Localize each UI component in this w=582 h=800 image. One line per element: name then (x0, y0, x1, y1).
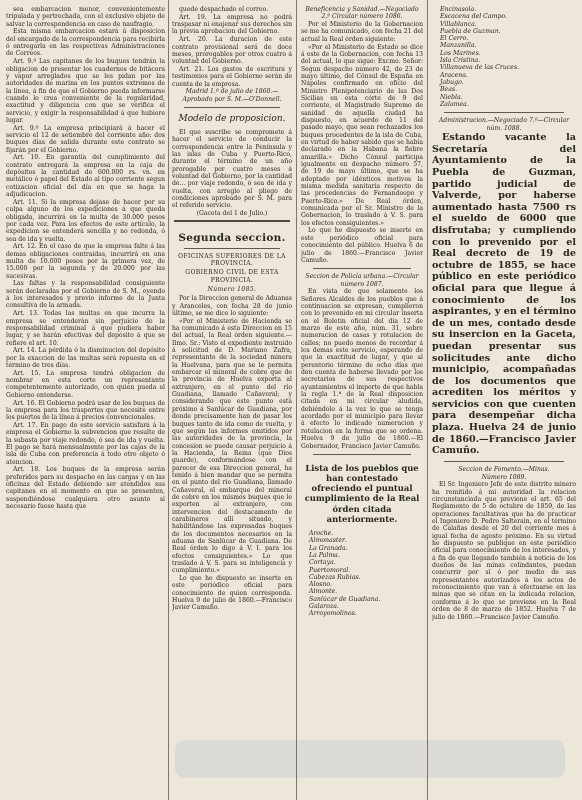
subsection-title: OFICINAS SUPERIORES DE LA PROVINCIA. (178, 252, 286, 267)
police-header: Seccion de Policía urbana.—Circular número 1087. (305, 273, 419, 288)
column-rule (427, 0, 428, 800)
government-line: GOBIERNO CIVIL DE ESTA PROVINCIA. (185, 269, 279, 284)
list-item: Alosno. (309, 581, 332, 589)
list-item: Zalamea. (440, 100, 469, 108)
list-item: Encinasola. (440, 6, 477, 13)
paragraph: sea embarcacion menor, convenientemente tripulada y pertrechada, con el exclusivo objeto de salvar la correspondencia en caso de naufragio. (6, 6, 165, 28)
paragraph: Art. 14. La pérdida ó la disminucion del depósito por la exaccion de las multas será repuesta en el término de tres días. (6, 347, 165, 370)
paragraph: Art. 17. En pago de este servicio satisfará á la empresa el Gobierno la subvencion que resulte de la subasta por viaje redondo, ó sea de ida y vuelta. El pago se hará mensualmente por las cajas de la isla de Cuba con preferencia á todo otro objeto ó atencion. (6, 421, 165, 466)
list-item: Villanueva de las Cruces. (440, 64, 520, 72)
list-item: Galaroza. (309, 603, 339, 611)
list-item: Almonte. (309, 588, 338, 596)
paragraph: Por el Ministerio de la Gobernacion se me ha comunicado, con fecha 21 del actual la Real órden siguiente: (301, 21, 423, 43)
paragraph: En vista de que solamente los Señores Alcaldes de los pueblos que á continuacion se expresan, cumplieron con lo prevenido en mi circular inserta en el Boletin oficial del día 12 de marzo de este año, núm. 31, sobre numeracion de casas y rotulacion de calles; no puedo menos de recordar á los demas este servicio, esperando de que la exactitud de lugar, y que al perentorio término de ocho días que den cuenta de haberse llevado por los secretarios de sus respectivos ayuntamientos el importe de que habla la regla 1.ª de la Real disposicion citada en mi circular aludida, debiéndolo á la vez lo que se tenga acordado por el municipio para llevar á efecto lo indicado numeracion y rotulacion en la forma que se ordena. Huelva 9 de julio de 1860.—El Gobernador, Francisco Javier Camuño. (301, 288, 423, 450)
list-item: Escacena del Campo. (440, 13, 508, 21)
divider (174, 220, 290, 222)
list-item: Arroyomolinos. (309, 610, 357, 618)
paragraph: Art. 20. La duracion de este contrato provisional será de doce meses, prorogables por otros cuatro á voluntad del Gobierno. (172, 36, 292, 66)
paragraph: Art. 12. En el caso de que la empresa falte á las demas obligaciones contraidas, incurrirá en una multa de 10.000 pesos por la primera vez, de 15.000 por la segunda y de 20.000 por las sucesivas. (6, 243, 165, 280)
column-2 (172, 6, 292, 794)
list-item: Aroche. (309, 530, 334, 538)
list-item: Cabezas Rubias. (309, 573, 361, 581)
list-item: Beas. (440, 86, 458, 94)
list-item: Manzanilla. (440, 42, 477, 50)
list-item: Los Marines. (440, 49, 481, 57)
paragraph: Art. 19. La empresa no podrá traspasar ni enajenar sus derechos sin la prévia aprobacion del Gobierno. (172, 13, 292, 36)
paragraph: Lo que he dispuesto se inserte en este periódico oficial para conocimiento del público. Huelva 6 de julio de 1860.—Francisco Javier Camuño. (301, 227, 423, 264)
paragraph: Art. 9.º La empresa principiará á hacer el servicio el 12 de setiembre del corriente año: dos buques días de salida durante este contrato se fijarán por el Gobierno. (6, 124, 165, 154)
paragraph: El Sr. Ingeniero Jefe de este distrito minero ha remitido á mi autoridad la relacion circunstanciada que previene el art. 65 del Reglamento de 5 de octubre de 1859, de las operaciones facultativas que ha de practicar el Ingeniero D. Pedro Salterain, en el término de Calañas desde el 20 del corriente mes á igual fecha de agosto próximo. En su virtud he dispuesto se publique en este periódico oficial para conocimiento de los interesados, y á fin de que llegando también á noticia de los dueños de las minas colindantes, puedan concurrir por sí ó por medio de sus representantes autorizados á los actos de reconocimiento que van á efectuarse en las minas que se citan en la indicada relacion, conforme á lo que se previene en la Real órden de 8 de marzo de 1852. Huelva 7 de julio de 1860.—Francisco Javier Camuño. (432, 481, 576, 621)
library-stamp-watermark (175, 740, 565, 778)
list-item: Puertomoral. (309, 566, 351, 574)
model-title: Modelo de proposicion. (178, 114, 286, 125)
paragraph: Las faltas y la responsabilidad consiguiente serán declaradas por el Gobierno de S. M., oyendo á los interesados y previo informe de la Junta consultiva de la armada. (6, 280, 165, 310)
divider (444, 112, 564, 113)
column-3 (301, 6, 423, 794)
model-text: El que suscribe se compromete á hacer el servicio de conducir la correspondencia entre la Península y las islas de Cuba y Puerto-Rico, durante el término de un año prorogable por cuatro meses á voluntad del Gobierno, por la cantidad de... por viaje redondo, ó sea de ida y vuelta, con arreglo al pliego de condiciones aprobado por S. M. para el referido servicio. (172, 129, 292, 210)
divider (184, 107, 280, 108)
column-4 (432, 6, 576, 794)
paragraph: Art. 15. La empresa tendrá obligacion de nombrar en esta corte un representante competentemente autorizado, con quien pueda el Gobierno entenderse. (6, 369, 165, 399)
paragraph: Art. 16. El Gobierno podrá usar de los buques de la empresa para los trasportes que necesite entre los puertos de la línea á precios convencionales. (6, 399, 165, 422)
document-number: Número 1085. (207, 285, 257, 293)
list-item: Puebla de Guzman. (440, 27, 501, 35)
paragraph: «Por el Ministerio de Hacienda se ha comunicado á esta Direccion en 15 del actual, la Real órden siguiente.— Ilmo. Sr.: Visto el expediente instruido á solicitud de D. Mariano Zafra, representante de la sociedad minera la Huelvana, para que se le permita embarcar el mineral de cobre que de la provincia de Huelva exporta al extranjero, en el punto del río Guadiana, llamado Cañaveral; y considerando que este punto está próximo á Sanlúcar de Guadiana, por donde precisamente han de pasar los buques tanto de ida como de vuelta, y que según las informes emitidos por las autoridades de la provincia, la concesion se puede causar perjuicio á la Hacienda, la Reina (que Dios guarde), conformándose con el parecer de esa Direccion general, ha tenido á bien mandar que se permita en el punto del río Guadiana, llamado Cañaveral, el embarque del mineral de cobre en los mismos buques que le exporten al extranjero, con intervencion del destacamento de carabineros allí situado, y habilitándose las expresadas buques de los documentos necesarios en la aduana de Sanlúcar de Guadiana. De Real órden lo digo á V. I. para los efectos consiguientes.» Lo que traslado á V. S. para su inteligencia y cumplimiento.» (172, 317, 292, 575)
divider (184, 248, 280, 249)
section-title: Segunda seccion. (178, 231, 286, 244)
paragraph: Por la Direccion general de Aduanas y Aranceles, con fecha 28 de junio último, se me dice lo siguiente: (172, 295, 292, 317)
divider (313, 268, 411, 269)
paragraph: quede despachado el correo. (179, 6, 269, 13)
list-item: El Cerro. (440, 35, 469, 43)
list-item: Cortaya. (309, 559, 336, 567)
paragraph: Art. 9.º Las capitanes de los buques tendrán la obligacion de presentar los cuadernos de bitácora y vapor arreglados que se les pidan por las autoridades de marina en los puntos extremos de la línea, á fin de que el Gobierno pueda informarse cuando lo crea conveniente de la regularidad, exactitud y diligencia con que se verifica el servicio, y exigir la responsabilidad á que hubiere lugar. (6, 58, 165, 124)
paragraph: Art. 11. Si la empresa dejase de hacer por su culpa alguno de los expediciones á que queda obligada, incurrirá en la multa de 30.000 pesos por cada vez. Para los efectos de este artículo, la expedicion se entenderá sencilla y no redonda, ó sea de ida y vuelta. (6, 198, 165, 243)
approval-date: Madrid 1.º de julio de 1860.—Aprobado por S. M.—O'Donnell. (182, 88, 282, 103)
paragraph: Art. 10. En garantía del cumplimiento del contrato entregará la empresa en la caja de depósitos la cantidad de 600.000 rs. vn. en metálico ó papel del Estado al tipo corriente segun cotizacion oficial del día en que se haga la adjudicacion. (6, 154, 165, 199)
column-rule (168, 0, 169, 800)
list-item: Almonaster. (309, 537, 347, 545)
list-item: La Granada. (309, 544, 348, 552)
list-item: Niebla. (440, 93, 463, 101)
circular-header: Beneficencia y Sanidad.—Negociado 2.º Circular número 1086. (305, 6, 419, 21)
paragraph: Art. 18. Los buques de la empresa serán preferidos para su despacho en las cargas y en las oficinas del Estado debiendo ser atendidos sus capitanes en el momento en que se presenten, suspendiéndose cualquiera otro asunto si necesario fuese hasta que (6, 466, 165, 511)
places-list (301, 530, 423, 618)
paragraph: Esta misma embarcacion estará á disposicion del encargado de la correspondencia para recibirla ó entregarla en las respectivas Administraciones de Correos. (6, 28, 165, 58)
document-number: Número 1089. (481, 473, 527, 481)
paragraph: Art. 13. Todas las multas en que incurra la empresa se entenderán sin perjuicio de la responsabilidad criminal á que pudiera haber lugar, y se harán efectivas del depósito á que se refiere el art. 10. (6, 310, 165, 347)
list-title: Lista de los pueblos que han contestado ofreciendo el puntual cumplimiento de la Real órden citada anteriormente. (304, 462, 420, 524)
admin-header: Administracion.—Negociado 7.º—Circular núm. 1088. (438, 117, 570, 132)
column-rule (296, 0, 297, 800)
list-item: Villablanca. (440, 20, 477, 28)
paragraph: Lo que he dispuesto se inserte en este periódico oficial para conocimiento de quien corresponda. Huelva 9 de julio de 1860.—Francisco Javier Camuño. (172, 575, 292, 612)
list-item: Aracena. (440, 71, 468, 79)
list-item: Jabugo. (440, 78, 464, 86)
places-list (432, 6, 576, 108)
list-item: Isla Cristina. (440, 57, 481, 65)
vacancy-notice: Estando vacante la Secretaría del Ayuntamiento de la Puebla de Guzman, partido judicial de Valverde, por haberse aumentado hasta 7500 rs el sueldo de 6000 que disfrutaba; y cumpliendo con lo prevenido por el Real decreto de 19 de octubre de 1855, se hace público en este periódico oficial para que llegue á conocimiento de los aspirantes, y en el término de un mes, contado desde su insercion en la Gaceta, puedan presentar sus solicitudes ante dicho municipio, acompañadas de los documentos que acrediten los méritos y servicios con que cuenten para desempeñar dicha plaza. Huelva 24 de junio de 1860.—Francisco Javier Camuño. (432, 132, 576, 457)
list-item: Sanlúcar de Guadiana. (309, 595, 381, 603)
paragraph: Art. 21. Los gastos de escritura y testimonios para el Gobierno serán de cuenta de la empresa. (172, 65, 292, 88)
fomento-header: Seccion de Fomento.—Minas. (458, 465, 550, 473)
list-item: La Palma. (309, 551, 340, 559)
column-1 (6, 6, 165, 794)
gazette-reference: (Gaceta del 1 de Julio.) (196, 210, 268, 218)
divider (313, 454, 411, 455)
divider (444, 461, 564, 462)
paragraph: «Por el Ministerio de Estado se dice á este de la Gobernacion, con fecha 13 del actual, lo que sigue: Excmo. Señor: Segun despacho número 42, de 23 de mayo último, del Cónsul de España en Nápoles confirmado en oficio del Ministro Plenipotenciario de las Dos Sicilias en esta córte de 9 del corriente, el Magistrado Supremo de sanidad de aquella ciudad ha dispuesto, en acuerdo de 11 del pasado mayo, que sean rechazados los buques procedentes de la isla de Cuba, en virtud de haber sabido que se había declarado en la Habana la fiebre amarilla.» Dicho Cónsul participa igualmente en despacho número 57, de 19 de mayo último, que se ha adoptado por idénticos motivos la misma medida sanitaria respecto de las procedencias de Fernandoopo y Puerto-Rico.» De Real órden, comunicada por el Sr. Ministro de la Gobernacion, lo traslado á V. S. para los efectos consiguientes.» (301, 43, 423, 227)
